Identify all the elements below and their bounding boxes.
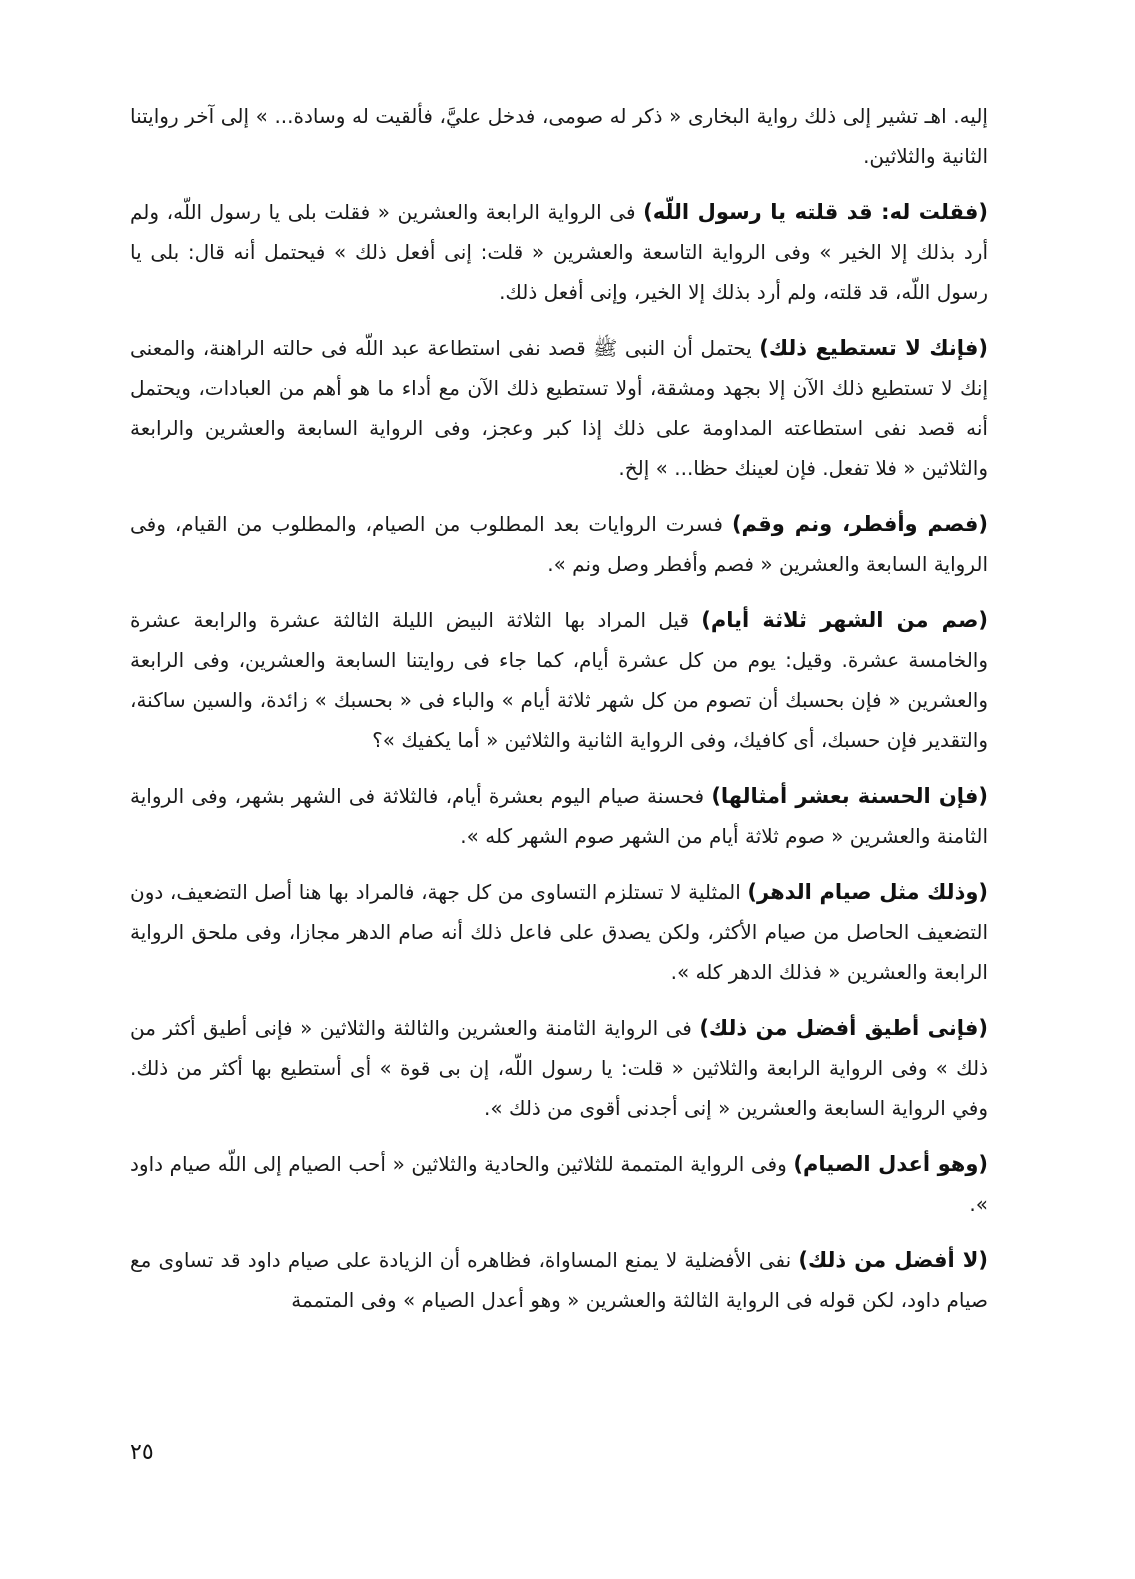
paragraph-3 xyxy=(130,328,988,488)
page-number: ٢٥ xyxy=(130,1440,154,1465)
paragraph-body: يحتمل أن النبى ﷺ قصد نفى استطاعة عبد اللّه فى حالته الراهنة، والمعنى إنك لا تستطيع ذلك الآن إلا بجهد ومشقة، أولا تستطيع ذلك الآن مع أداء ما هو أهم من العبادات، ويحتمل أنه قصد نفى استطاعته المداومة على ذلك إذا كبر وعجز، وفى الرواية السابعة والعشرين والرابعة والثلاثين « فلا تفعل. فإن لعينك حظا... » إلخ. xyxy=(130,336,988,480)
paragraph-heading: (وذلك مثل صيام الدهر) xyxy=(747,880,988,904)
paragraph-body: فسرت الروايات بعد المطلوب من الصيام، والمطلوب من القيام، وفى الرواية السابعة والعشرين « فصم وأفطر وصل ونم ». xyxy=(130,512,988,576)
paragraph-9 xyxy=(130,1144,988,1224)
paragraph-body: فى الرواية الرابعة والعشرين « فقلت بلى يا رسول اللّه، ولم أرد بذلك إلا الخير » وفى الرواية التاسعة والعشرين « قلت: إنى أفعل ذلك » فيحتمل أنه قال: بلى يا رسول اللّه، قد قلته، ولم أرد بذلك إلا الخير، وإنى أفعل ذلك. xyxy=(130,200,988,304)
paragraph-heading: (فإنى أطيق أفضل من ذلك) xyxy=(699,1016,988,1040)
paragraph-5 xyxy=(130,600,988,760)
paragraph-body: قيل المراد بها الثلاثة البيض الليلة الثالثة عشرة والرابعة عشرة والخامسة عشرة. وقيل: يوم من كل عشرة أيام، كما جاء فى روايتنا السابعة والعشرين، وفى الرابعة والعشرين « فإن بحسبك أن تصوم من كل شهر ثلاثة أيام » والباء فى « بحسبك » زائدة، والسين ساكنة، والتقدير فإن حسبك، أى كافيك، وفى الرواية الثانية والثلاثين « أما يكفيك »؟ xyxy=(130,608,988,752)
paragraph-7 xyxy=(130,872,988,992)
paragraph-heading: (لا أفضل من ذلك) xyxy=(798,1248,988,1272)
paragraph-heading: (فإنك لا تستطيع ذلك) xyxy=(759,336,988,360)
paragraph-heading: (فإن الحسنة بعشر أمثالها) xyxy=(711,784,988,808)
paragraph-body: فحسنة صيام اليوم بعشرة أيام، فالثلاثة فى الشهر بشهر، وفى الرواية الثامنة والعشرين « صوم ثلاثة أيام من الشهر صوم الشهر كله ». xyxy=(130,784,988,848)
paragraph-2 xyxy=(130,192,988,312)
paragraph-body: وفى الرواية المتممة للثلاثين والحادية والثلاثين « أحب الصيام إلى اللّه صيام داود ». xyxy=(130,1152,988,1216)
paragraph-6 xyxy=(130,776,988,856)
paragraph-body: المثلية لا تستلزم التساوى من كل جهة، فالمراد بها هنا أصل التضعيف، دون التضعيف الحاصل من صيام الأكثر، ولكن يصدق على فاعل ذلك أنه صام الدهر مجازا، وفى ملحق الرواية الرابعة والعشرين « فذلك الدهر كله ». xyxy=(130,880,988,984)
paragraph-body: إليه. اهـ تشير إلى ذلك رواية البخارى « ذكر له صومى، فدخل عليَّ، فألقيت له وسادة... » إلى آخر روايتنا الثانية والثلاثين. xyxy=(130,104,988,168)
paragraph-heading: (صم من الشهر ثلاثة أيام) xyxy=(701,608,989,632)
paragraph-4 xyxy=(130,504,988,584)
paragraph-10 xyxy=(130,1240,988,1320)
paragraph-1 xyxy=(130,96,988,176)
paragraph-heading: (فقلت له: قد قلته يا رسول اللّه) xyxy=(643,200,988,224)
body-text xyxy=(130,96,988,1336)
paragraph-body: فى الرواية الثامنة والعشرين والثالثة والثلاثين « فإنى أطيق أكثر من ذلك » وفى الرواية الرابعة والثلاثين « قلت: يا رسول اللّه، إن بى قوة » أى أستطيع بها أكثر من ذلك. وفي الرواية السابعة والعشرين « إنى أجدنى أقوى من ذلك ». xyxy=(130,1016,988,1120)
paragraph-8 xyxy=(130,1008,988,1128)
paragraph-heading: (فصم وأفطر، ونم وقم) xyxy=(731,512,988,536)
paragraph-heading: (وهو أعدل الصيام) xyxy=(793,1152,988,1176)
paragraph-body: نفى الأفضلية لا يمنع المساواة، فظاهره أن الزيادة على صيام داود قد تساوى مع صيام داود، لكن قوله فى الرواية الثالثة والعشرين « وهو أعدل الصيام » وفى المتممة xyxy=(130,1248,988,1312)
